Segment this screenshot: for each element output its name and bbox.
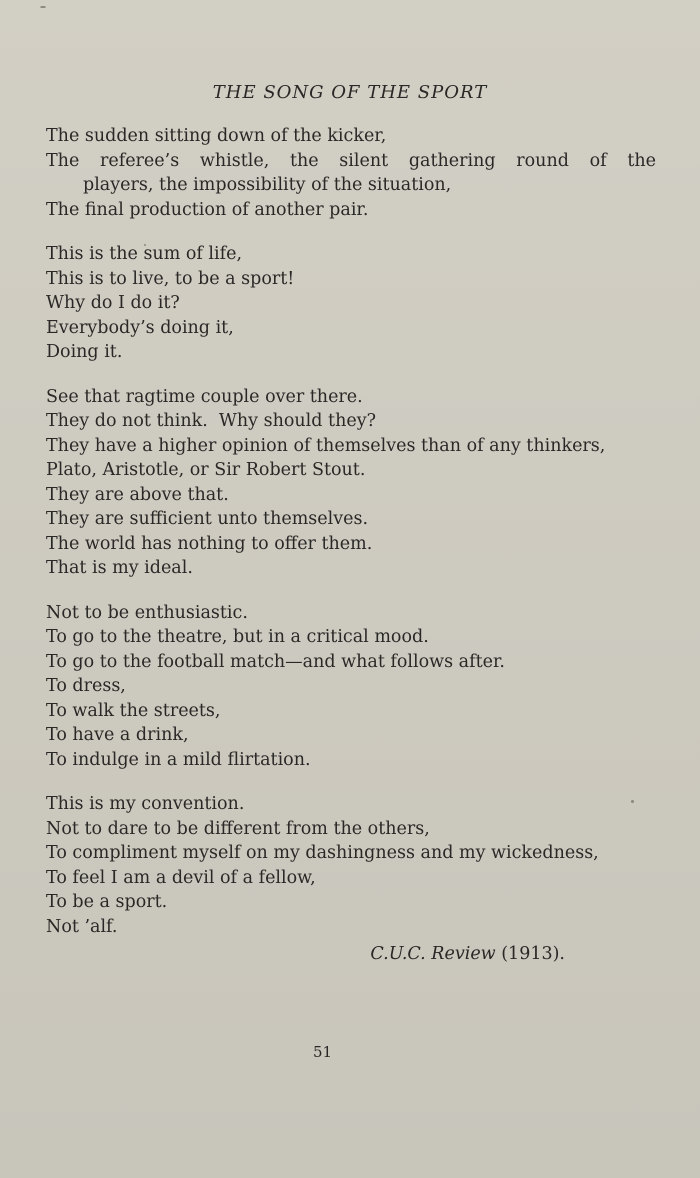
poem-line: To go to the football match—and what follows after. bbox=[46, 651, 505, 672]
poem-body bbox=[46, 124, 656, 959]
poem-line: They are above that. bbox=[46, 484, 229, 505]
poem-line: They are sufficient unto themselves. bbox=[46, 509, 369, 529]
poem-line: To compliment myself on my dashingness and my wickedness, bbox=[46, 843, 599, 863]
poem-line: Why do I do it? bbox=[46, 293, 180, 313]
poem-line: The sudden sitting down of the kicker, bbox=[46, 126, 387, 146]
poem-line: This is to live, to be a sport! bbox=[46, 268, 295, 289]
poem-line: Everybody’s doing it, bbox=[46, 317, 234, 338]
poem-line: Doing it. bbox=[46, 342, 123, 362]
poem-line: See that ragtime couple over there. bbox=[46, 386, 363, 407]
paper-speck bbox=[40, 6, 46, 8]
attribution-source: C.U.C. Review bbox=[370, 944, 496, 964]
stanza bbox=[46, 124, 656, 222]
stanza bbox=[46, 385, 656, 581]
poem-line: To be a sport. bbox=[46, 892, 168, 912]
poem-line: This is the sum of life, bbox=[46, 244, 243, 264]
poem-line: To go to the theatre, but in a critical mood. bbox=[46, 627, 429, 647]
poem-line: To indulge in a mild flirtation. bbox=[46, 749, 311, 770]
poem-line: The final production of another pair. bbox=[46, 199, 369, 220]
poem-line: To dress, bbox=[46, 676, 126, 696]
poem-line: The referee’s whistle, the silent gathering round of the bbox=[46, 150, 656, 171]
poem-line: players, the impossibility of the situation, bbox=[83, 175, 452, 195]
stanza bbox=[46, 792, 656, 939]
poem-line: To feel I am a devil of a fellow, bbox=[46, 867, 316, 888]
poem-title: THE SONG OF THE SPORT bbox=[212, 82, 488, 103]
poem-line: Plato, Aristotle, or Sir Robert Stout. bbox=[46, 460, 366, 480]
poem-line: That is my ideal. bbox=[46, 558, 193, 578]
stanza bbox=[46, 242, 656, 365]
poem-line: To have a drink, bbox=[46, 725, 189, 745]
poem-line: They have a higher opinion of themselves than of any thinkers, bbox=[46, 435, 606, 456]
poem-line: The world has nothing to offer them. bbox=[46, 533, 373, 554]
poem-line: This is my convention. bbox=[46, 794, 245, 814]
poem-line: Not to dare to be different from the others, bbox=[46, 818, 430, 839]
poem-line: They do not think. Why should they? bbox=[46, 411, 376, 431]
stanza bbox=[46, 601, 656, 773]
attribution-year: (1913). bbox=[501, 944, 565, 964]
attribution bbox=[0, 944, 565, 964]
poem-line: Not ’alf. bbox=[46, 916, 118, 937]
poem-line: Not to be enthusiastic. bbox=[46, 602, 248, 623]
page-number: 51 bbox=[312, 1043, 333, 1061]
poem-line: To walk the streets, bbox=[46, 700, 221, 721]
